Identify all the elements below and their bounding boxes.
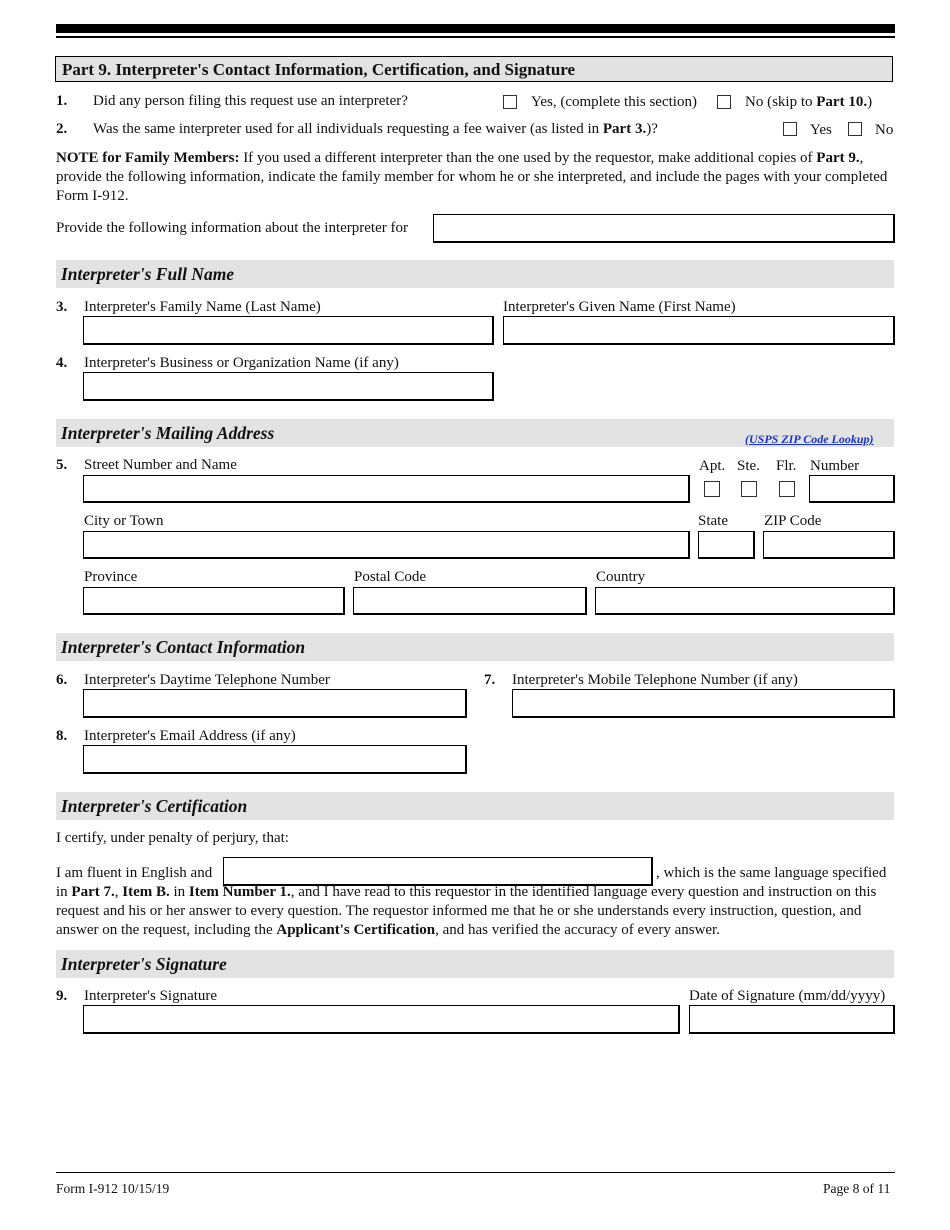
q7-number: 7.	[484, 672, 496, 688]
q1-number: 1.	[56, 93, 68, 109]
top-rule-thick	[56, 24, 895, 33]
apt-label: Apt.	[699, 458, 726, 474]
family-name-label: Interpreter's Family Name (Last Name)	[84, 299, 321, 315]
business-name-label: Interpreter's Business or Organization Name (if any)	[84, 355, 399, 371]
language-field[interactable]	[223, 857, 653, 886]
country-field[interactable]	[595, 587, 895, 615]
family-note: NOTE for Family Members: If you used a different interpreter than the one used by the requestor, make additional copies of Part 9., provide the following information, indicate the family member for whom he or she interpreted, and include the pages with your completed Form I-912.	[56, 150, 888, 204]
q2-yes-label: Yes	[810, 122, 832, 138]
unit-number-field[interactable]	[809, 475, 895, 503]
q1-no-checkbox[interactable]	[717, 95, 731, 109]
footer-page-number: Page 8 of 11	[823, 1181, 891, 1196]
usps-zip-lookup-link[interactable]: (USPS ZIP Code Lookup)	[745, 432, 874, 446]
zip-label: ZIP Code	[764, 513, 822, 529]
q4-number: 4.	[56, 355, 68, 371]
street-label: Street Number and Name	[84, 457, 237, 473]
signature-field[interactable]	[83, 1005, 680, 1034]
postal-code-field[interactable]	[353, 587, 587, 615]
family-name-field[interactable]	[83, 316, 494, 345]
apt-checkbox[interactable]	[704, 481, 720, 497]
top-rule-thin	[56, 36, 895, 38]
email-field[interactable]	[83, 745, 467, 774]
fluent-suffix: , which is the same language specified	[656, 865, 887, 881]
mailing-address-heading: Interpreter's Mailing Address	[56, 419, 894, 447]
part-title: Part 9. Interpreter's Contact Information, Certification, and Signature	[55, 56, 893, 82]
q5-number: 5.	[56, 457, 68, 473]
country-label: Country	[596, 569, 646, 585]
footer-rule	[56, 1172, 895, 1173]
q2-no-checkbox[interactable]	[848, 122, 862, 136]
date-of-signature-field[interactable]	[689, 1005, 895, 1034]
footer-form-id: Form I-912 10/15/19	[56, 1181, 170, 1196]
q2-no-label: No	[875, 122, 894, 138]
signature-label: Interpreter's Signature	[84, 988, 218, 1004]
q3-number: 3.	[56, 299, 68, 315]
mobile-phone-label: Interpreter's Mobile Telephone Number (if any)	[512, 672, 798, 688]
q1-no-label: No (skip to Part 10.)	[745, 94, 873, 110]
date-of-signature-label: Date of Signature (mm/dd/yyyy)	[689, 988, 886, 1004]
zip-field[interactable]	[763, 531, 895, 559]
full-name-heading: Interpreter's Full Name	[56, 260, 894, 288]
province-field[interactable]	[83, 587, 345, 615]
province-label: Province	[84, 569, 138, 585]
q8-number: 8.	[56, 728, 68, 744]
certify-intro: I certify, under penalty of perjury, that:	[56, 830, 289, 846]
given-name-field[interactable]	[503, 316, 895, 345]
ste-label: Ste.	[737, 458, 760, 474]
q2-text: Was the same interpreter used for all individuals requesting a fee waiver (as listed in Part 3.)?	[93, 121, 658, 137]
number-label: Number	[810, 458, 860, 474]
given-name-label: Interpreter's Given Name (First Name)	[503, 299, 736, 315]
q6-number: 6.	[56, 672, 68, 688]
street-field[interactable]	[83, 475, 690, 503]
mobile-phone-field[interactable]	[512, 689, 895, 718]
flr-label: Flr.	[776, 458, 797, 474]
q1-text: Did any person filing this request use an interpreter?	[93, 93, 408, 109]
city-field[interactable]	[83, 531, 690, 559]
signature-heading: Interpreter's Signature	[56, 950, 894, 978]
daytime-phone-label: Interpreter's Daytime Telephone Number	[84, 672, 330, 688]
city-label: City or Town	[84, 513, 164, 529]
interpreter-for-field[interactable]	[433, 214, 895, 243]
fluent-prefix: I am fluent in English and	[56, 865, 213, 881]
provide-label: Provide the following information about the interpreter for	[56, 220, 408, 236]
contact-info-heading: Interpreter's Contact Information	[56, 633, 894, 661]
certification-heading: Interpreter's Certification	[56, 792, 894, 820]
flr-checkbox[interactable]	[779, 481, 795, 497]
postal-code-label: Postal Code	[354, 569, 427, 585]
ste-checkbox[interactable]	[741, 481, 757, 497]
daytime-phone-field[interactable]	[83, 689, 467, 718]
state-field[interactable]	[698, 531, 755, 559]
certification-text: in Part 7., Item B. in Item Number 1., and I have read to this requestor in the identified language every question and instruction on this request and his or her answer to every question. The requestor informed me that he or she understands every instruction, question, and answer on the request, including the Applicant's Certification, and has verified the accuracy of every answer.	[56, 884, 877, 938]
email-label: Interpreter's Email Address (if any)	[84, 728, 296, 744]
q1-yes-checkbox[interactable]	[503, 95, 517, 109]
q1-yes-label: Yes, (complete this section)	[531, 94, 697, 110]
q2-yes-checkbox[interactable]	[783, 122, 797, 136]
q9-number: 9.	[56, 988, 68, 1004]
q2-number: 2.	[56, 121, 68, 137]
business-name-field[interactable]	[83, 372, 494, 401]
state-label: State	[698, 513, 728, 529]
